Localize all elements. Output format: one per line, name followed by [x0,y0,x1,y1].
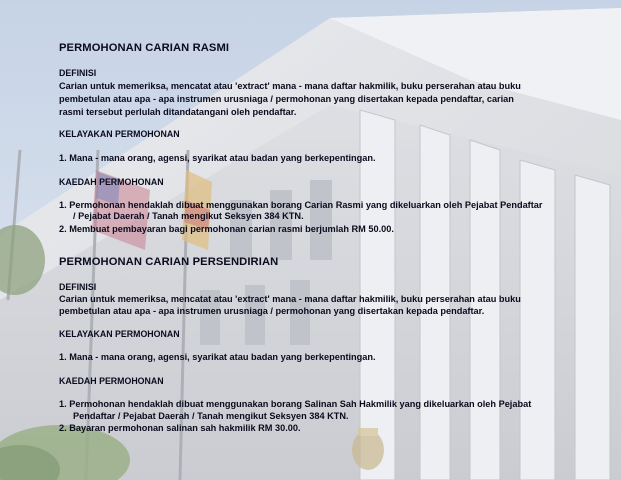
section2-title: PERMOHONAN CARIAN PERSENDIRIAN [59,256,279,268]
section1-definition-line: Carian untuk memeriksa, mencatat atau 'extract' mana - mana daftar hakmilik, buku perserahan atau buku [59,81,521,91]
section2-definition-line: Carian untuk memeriksa, mencatat atau 'extract' mana - mana daftar hakmilik, buku perserahan atau buku [59,294,521,304]
section1-definition-heading: DEFINISI [59,68,97,78]
section2-method-heading: KAEDAH PERMOHONAN [59,376,164,386]
section1-eligibility-item: 1. Mana - mana orang, agensi, syarikat atau badan yang berkepentingan. [59,153,376,163]
section1-definition-line: rasmi tersebut perlulah ditandatangani oleh pendaftar. [59,107,297,117]
section2-method-item: 2. Bayaran permohonan salinan sah hakmilik RM 30.00. [59,423,301,433]
section2-definition-line: pembetulan atau apa - apa instrumen urusniaga / permohonan yang disertakan kepada pendaftar. [59,306,485,316]
section1-eligibility-heading: KELAYAKAN PERMOHONAN [59,129,180,139]
section1-method-item: 1. Permohonan hendaklah dibuat menggunakan borang Carian Rasmi yang dikeluarkan oleh Pejabat Pendaftar [59,200,543,210]
section2-eligibility-item: 1. Mana - mana orang, agensi, syarikat atau badan yang berkepentingan. [59,352,376,362]
section1-definition-line: pembetulan atau apa - apa instrumen urusniaga / permohonan yang disertakan kepada pendaftar, carian [59,94,514,104]
section2-definition-heading: DEFINISI [59,282,97,292]
section1-method-heading: KAEDAH PERMOHONAN [59,177,164,187]
section2-method-item: Pendaftar / Pejabat Daerah / Tanah mengikut Seksyen 384 KTN. [73,411,349,421]
section2-eligibility-heading: KELAYAKAN PERMOHONAN [59,329,180,339]
section1-method-item: / Pejabat Daerah / Tanah mengikut Seksyen 384 KTN. [73,211,304,221]
section2-method-item: 1. Permohonan hendaklah dibuat menggunakan borang Salinan Sah Hakmilik yang dikeluarkan oleh Pejabat [59,399,532,409]
section1-method-item: 2. Membuat pembayaran bagi permohonan carian rasmi berjumlah RM 50.00. [59,224,394,234]
section1-title: PERMOHONAN CARIAN RASMI [59,42,230,54]
